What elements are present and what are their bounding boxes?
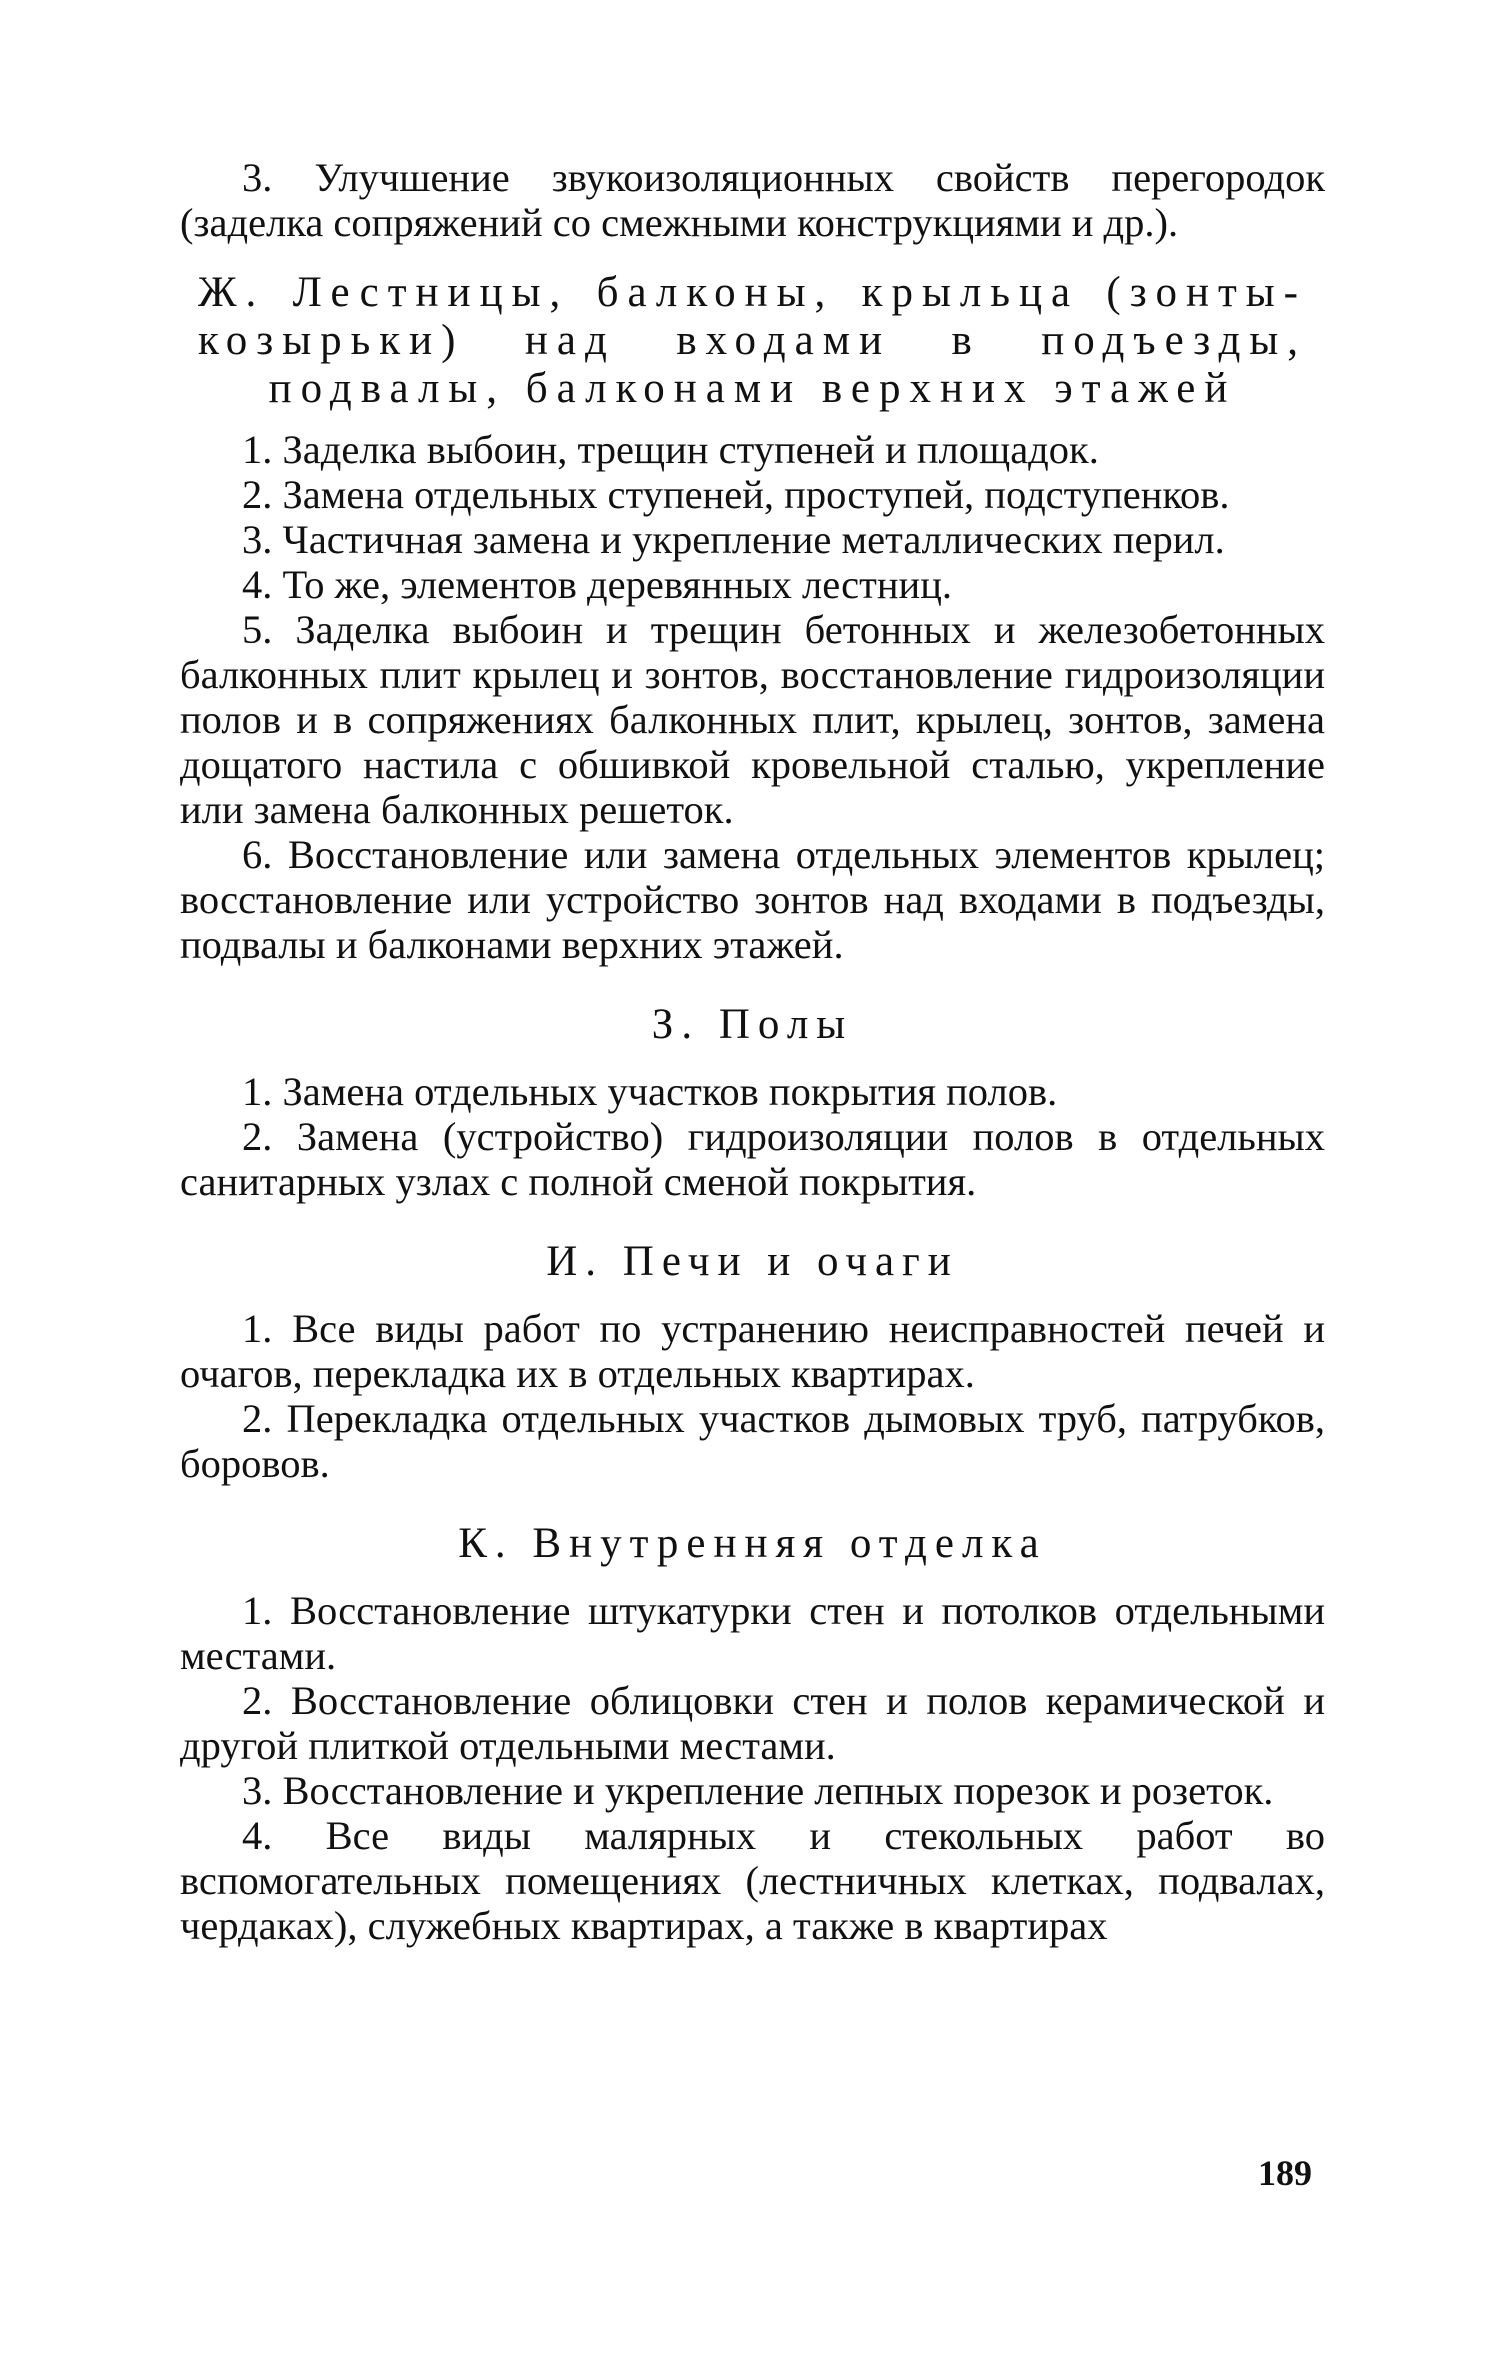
stairs-item-3: 3. Частичная замена и укрепление металлических перил. xyxy=(242,517,1225,562)
interior-item-1: 1. Восстановление штукатурки стен и потолков отдельными местами. xyxy=(180,1588,1325,1678)
interior-item-4: 4. Все виды малярных и стекольных работ во вспомогательных помещениях (лестничных клетках, подвалах, чердаках), служебных квартирах, а также в квартирах xyxy=(180,1813,1325,1948)
floors-item-1: 1. Замена отдельных участков покрытия полов. xyxy=(242,1069,1058,1114)
intro-item-3: 3. Улучшение звукоизоляционных свойств перегородок (заделка сопряжений со смежными конструкциями и др.). xyxy=(180,155,1325,245)
interior-item-2: 2. Восстановление облицовки стен и полов керамической и другой плиткой отдельными местами. xyxy=(180,1678,1325,1768)
stairs-item-4: 4. То же, элементов деревянных лестниц. xyxy=(242,562,952,607)
stoves-item-2: 2. Перекладка отдельных участков дымовых труб, патрубков, боровов. xyxy=(180,1396,1325,1486)
stoves-item-1: 1. Все виды работ по устранению неисправностей печей и очагов, перекладка их в отдельных квартирах. xyxy=(180,1306,1325,1396)
stairs-item-5: 5. Заделка выбоин и трещин бетонных и железобетонных балконных плит крылец и зонтов, восстановление гидроизоляции полов и в сопряжениях балконных плит, крылец, зонтов, замена дощатого настила с обшивкой кровельной сталью, укрепление или замена балконных решеток. xyxy=(180,607,1325,832)
stairs-item-6: 6. Восстановление или замена отдельных элементов крылец; восстановление или устройство зонтов над входами в подъезды, подвалы и балконами верхних этажей. xyxy=(180,832,1325,967)
stairs-item-1: 1. Заделка выбоин, трещин ступеней и площадок. xyxy=(242,427,1099,472)
page-number: 189 xyxy=(1258,2153,1312,2193)
interior-item-3: 3. Восстановление и укрепление лепных порезок и розеток. xyxy=(242,1768,1274,1813)
page-body xyxy=(180,155,1325,1948)
section-heading-interior: К. Внутренняя отделка xyxy=(458,1520,1047,1567)
section-heading-stoves: И. Печи и очаги xyxy=(546,1238,959,1285)
stairs-item-2: 2. Замена отдельных ступеней, проступей, подступенков. xyxy=(242,472,1230,517)
floors-item-2: 2. Замена (устройство) гидроизоляции полов в отдельных санитарных узлах с полной сменой покрытия. xyxy=(180,1114,1325,1204)
section-heading-floors: З. Полы xyxy=(651,1001,854,1048)
section-heading-stairs: Ж. Лестницы, балконы, крыльца (зонты-козырьки) над входами в подъезды, подвалы, балконами верхних этажей xyxy=(198,269,1307,412)
